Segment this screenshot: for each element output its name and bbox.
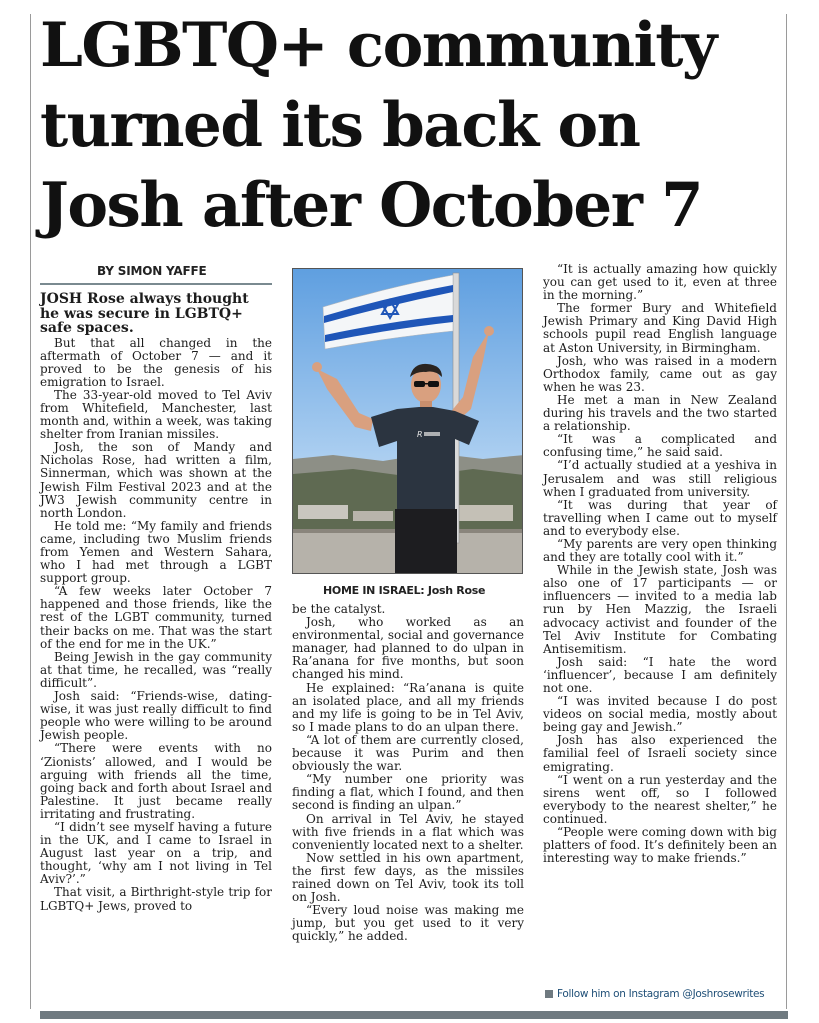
paragraph: Josh, who worked as an environmental, social and governance manager, had planned to do ulpan in Ra’anana for five months, but soon changed his mind. <box>292 615 524 682</box>
paragraph: The former Bury and Whitefield Jewish Primary and King David High schools pupil read English language at Aston University, in Birmingham. <box>543 301 777 355</box>
paragraph: “My parents are very open thinking and they are totally cool with it.” <box>543 536 777 565</box>
paragraph: Being Jewish in the gay community at that time, he recalled, was “really difficult”. <box>40 649 272 690</box>
paragraph: “I’d actually studied at a yeshiva in Jerusalem and was still religious when I graduated from university. <box>543 458 777 499</box>
article-column-1 <box>40 292 272 913</box>
paragraph: Josh said: “Friends-wise, dating-wise, it was just really difficult to find people who were willing to be around Jewish people. <box>40 689 272 743</box>
paragraph: On arrival in Tel Aviv, he stayed with five friends in a flat which was conveniently located next to a shelter. <box>292 811 524 852</box>
paragraph: “A few weeks later October 7 happened and those friends, like the rest of the LGBT community, turned their backs on me. That was the start of the end for me in the UK.” <box>40 584 272 651</box>
paragraph: He told me: “My family and friends came, including two Muslim friends from Yemen and Western Sahara, who I had met through a LGBT support group. <box>40 518 272 586</box>
instagram-credit-text: Follow him on Instagram @Joshrosewrites <box>557 988 765 1000</box>
intro-paragraph: JOSH Rose always thought he was secure in LGBTQ+ safe spaces. <box>40 291 249 336</box>
paragraph: Now settled in his own apartment, the first few days, as the missiles rained down on Tel Aviv, took its toll on Josh. <box>292 850 524 905</box>
paragraph: While in the Jewish state, Josh was also one of 17 participants — or influencers — invited to a media lab run by Hen Mazzig, the Israeli advocacy activist and founder of the Tel Aviv Institute for Combating Antisemitism. <box>543 563 777 656</box>
headline-line-2: turned its back on <box>40 90 640 161</box>
photo-caption: HOME IN ISRAEL: Josh Rose <box>323 584 486 597</box>
paragraph: “It was a complicated and confusing time,” he said said. <box>543 432 777 460</box>
paragraph: “I went on a run yesterday and the sirens went off, so I followed everybody to the nearest shelter,” he continued. <box>543 772 777 826</box>
headline-line-3: Josh after October 7 <box>40 170 703 241</box>
paragraph: That visit, a Birthright-style trip for LGBTQ+ Jews, proved to <box>40 885 272 913</box>
byline: BY SIMON YAFFE <box>97 264 207 278</box>
paragraph: “It is actually amazing how quickly you can get used to it, even at three in the morning.” <box>543 262 777 303</box>
svg-text:R: R <box>417 430 423 439</box>
photo-illustration <box>293 269 523 574</box>
page-border-left <box>30 14 31 1009</box>
article-column-3 <box>543 263 777 865</box>
paragraph: “It was during that year of travelling when I came out to myself and to everybody else. <box>543 497 777 538</box>
instagram-credit <box>545 988 764 1000</box>
paragraph: “People were coming down with big platters of food. It’s definitely been an interesting way to make friends.” <box>543 825 777 866</box>
paragraph: Josh, the son of Mandy and Nicholas Rose, had written a film, Sinnerman, which was shown at the Jewish Film Festival 2023 and at the JW3 Jewish community centre in north London. <box>40 440 272 520</box>
bottom-rule <box>40 1011 788 1019</box>
paragraph: “A lot of them are currently closed, because it was Purim and then obviously the war. <box>292 732 524 774</box>
article-column-2 <box>292 603 524 943</box>
headline <box>40 6 790 246</box>
photo-josh-rose <box>292 268 523 574</box>
paragraph: Josh said: “I hate the word ‘influencer’, because I am definitely not one. <box>543 654 777 695</box>
paragraph: Josh has also experienced the familial feel of Israeli society since emigrating. <box>543 733 777 774</box>
paragraph: Josh, who was raised in a modern Orthodox family, came out as gay when he was 23. <box>543 353 777 394</box>
paragraph: “Every loud noise was making me jump, but you get used to it very quickly,” he added. <box>292 903 524 944</box>
paragraph: He explained: “Ra’anana is quite an isolated place, and all my friends and my life is going to be in Tel Aviv, so I made plans to do an ulpan there. <box>292 680 524 734</box>
byline-rule <box>40 283 272 285</box>
square-bullet-icon <box>545 990 553 998</box>
paragraph: The 33-year-old moved to Tel Aviv from Whitefield, Manchester, last month and, within a week, was taking shelter from Iranian missiles. <box>40 387 272 442</box>
paragraph: He met a man in New Zealand during his travels and the two started a relationship. <box>543 392 777 434</box>
paragraph: But that all changed in the aftermath of October 7 — and it proved to be the genesis of his emigration to Israel. <box>40 335 272 389</box>
paragraph: “My number one priority was finding a flat, which I found, and then second is finding an ulpan.” <box>292 772 524 813</box>
paragraph: “I didn’t see myself having a future in the UK, and I came to Israel in August last year on a trip, and thought, ‘why am I not living in Tel Aviv?’.” <box>40 819 272 887</box>
paragraph: be the catalyst. <box>292 602 386 616</box>
paragraph: “There were events with no ‘Zionists’ allowed, and I would be arguing with friends all the time, going back and forth about Israel and Palestine. It just became really irritating and frustrating. <box>40 741 272 821</box>
paragraph: “I was invited because I do post videos on social media, mostly about being gay and Jewish.” <box>543 694 777 735</box>
headline-line-1: LGBTQ+ community <box>40 10 716 81</box>
